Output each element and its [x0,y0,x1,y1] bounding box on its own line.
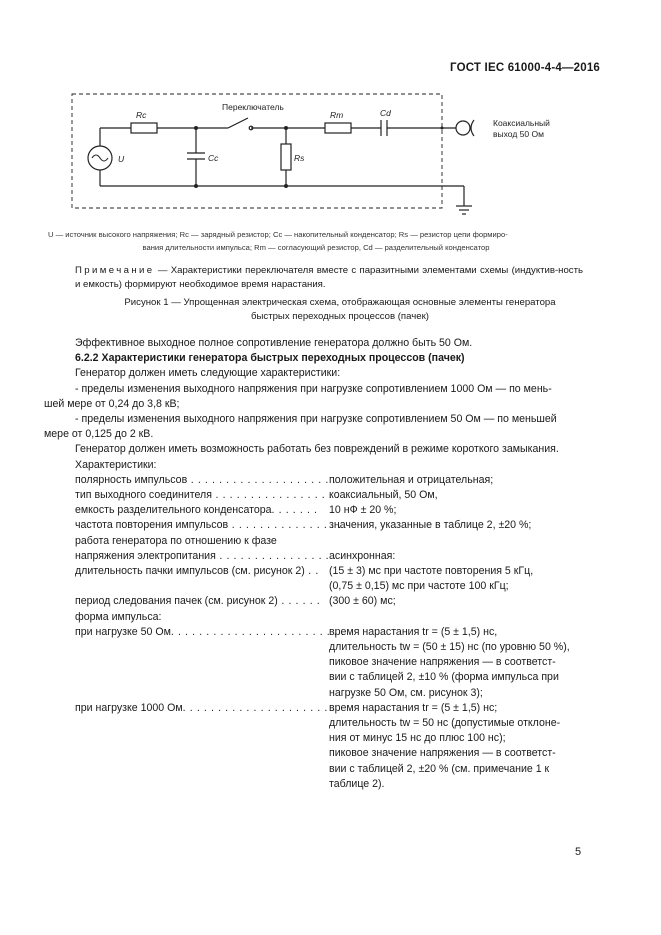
spec-label: емкость разделительного конденсатора [75,504,272,517]
page-number: 5 [575,846,582,858]
paragraph-range-1000-start: - пределы изменения выходного напряжения при нагрузке сопротивлением 1000 Ом — по мень- [75,382,552,395]
pulse-1000-leader: . . . . . . . . . . . . . . . . . . . . . . [182,701,336,714]
rc-label: Rc [136,110,147,120]
paragraph-range-50-start: - пределы изменения выходного напряжения при нагрузке сопротивлением 50 Ом — по меньшей [75,413,557,426]
spec-value [329,610,583,625]
note-prefix: Примечание [75,265,155,276]
spec-value [329,534,583,549]
rm-label: Rm [330,110,344,120]
pulse-1000-line: время нарастания tr = (5 ± 1,5) нс; [329,701,498,714]
pulse-50-line: время нарастания tr = (5 ± 1,5) нс, [329,625,498,638]
pulse-50-row [75,625,583,701]
paragraph-characteristics: Характеристики: [75,458,157,471]
pulse-50-values [329,625,583,701]
legend-line-2: вания длительности импульса; Rm — согласующий резистор, Cd — разделительный конденсатор [142,243,490,252]
circuit-diagram [60,86,550,222]
rs-label: Rs [294,153,305,163]
resistor-rm [325,123,351,133]
spec-list [75,473,583,792]
spec-leader: . . . . . . . . . . . . . . . . . . [215,549,344,562]
pulse-1000-label: при нагрузке 1000 Ом [75,701,183,714]
note-text: — Характеристики переключателя вместе с паразитными элементами схемы (индуктив-ность и емкость) формируют необходимое время нарастания. [75,265,583,290]
spec-row [75,503,583,518]
figure-caption [70,296,610,324]
pulse-1000-line: вии с таблицей 2, ±20 % (см. примечание 1 к [329,762,550,775]
legend-line-1: U — источник высокого напряжения; Rc — зарядный резистор; Cc — накопительный конденсатор; Rs — резистор цепи формиро- [48,230,508,239]
spec-label: длительность пачки импульсов (см. рисунок 2) [75,565,305,578]
pulse-50-line: пиковое значение напряжения — в соответст- [329,656,556,669]
pulse-50-line: длительность tw = (50 ± 15) нс (по уровню 50 %), [329,641,570,654]
output-label-line1: Коаксиальный [493,118,550,128]
spec-row [75,579,583,594]
pulse-1000-row [75,701,583,792]
spec-value: коаксиальный, 50 Ом, [329,489,438,502]
spec-label: тип выходного соединителя [75,489,212,502]
document-header: ГОСТ IEC 61000-4-4—2016 [450,62,601,74]
spec-value: значения, указанные в таблице 2, ±20 %; [329,519,532,532]
spec-value: асинхронная: [329,549,396,562]
source-label: U [118,154,125,164]
paragraph-range-1000-end: шей мере от 0,24 до 3,8 кВ; [44,397,180,410]
caption-line-2: быстрых переходных процессов (пачек) [251,311,429,322]
spec-value: (0,75 ± 0,15) мс при частоте 100 кГц; [329,580,509,593]
pulse-1000-line: пиковое значение напряжения — в соответст- [329,747,556,760]
spec-row [75,594,583,609]
spec-row [75,564,583,579]
paragraph-range-50-end: мере от 0,125 до 2 кВ. [44,428,154,441]
spec-leader: . . . . . . . . . . . . . . . . . . . [211,489,347,502]
cc-label: Cc [208,153,219,163]
resistor-rs [281,144,291,170]
cd-label: Cd [380,108,391,118]
paragraph-short-circuit: Генератор должен иметь возможность работать без повреждений в режиме короткого замыкания. [75,443,559,456]
spec-leader: . . . . . . . [271,504,318,517]
paragraph-impedance: Эффективное выходное полное сопротивление генератора должно быть 50 Ом. [75,337,473,349]
pulse-1000-line: таблице 2). [329,777,385,790]
figure-legend [48,228,584,254]
output-label-line2: выход 50 Ом [493,129,544,139]
switch-label: Переключатель [222,102,284,112]
spec-value: (15 ± 3) мс при частоте повторения 5 кГц, [329,565,534,578]
section-heading: 6.2.2 Характеристики генератора быстрых переходных процессов (пачек) [75,352,465,365]
figure-note [75,264,583,292]
spec-leader: . . . . . . [277,595,321,608]
pulse-1000-line: длительность tw = 50 нс (допустимые отклоне- [329,717,561,730]
pulse-50-label: при нагрузке 50 Ом [75,625,171,638]
spec-label: частота повторения импульсов [75,519,229,532]
pulse-50-line: вии с таблицей 2, ±10 % (форма импульса при [329,671,559,684]
spec-leader: . . . . . . . . . . . . . . . . [228,519,342,532]
spec-row [75,518,583,533]
spec-label: работа генератора по отношению к фазе [75,534,277,547]
spec-label: напряжения электропитания [75,549,216,562]
spec-row [75,534,583,549]
spec-leader: . . [304,565,319,578]
body-text [44,336,583,792]
caption-line-1: Рисунок 1 — Упрощенная электрическая схема, отображающая основные элементы генератора [124,297,556,308]
spec-row [75,488,583,503]
spec-label: форма импульса: [75,610,162,623]
spec-row [75,610,583,625]
spec-value: (300 ± 60) мс; [329,595,396,608]
spec-value: 10 нФ ± 20 %; [329,504,397,517]
pulse-1000-line: ния от минус 15 нс до плюс 100 нс); [329,732,506,745]
paragraph-intro: Генератор должен иметь следующие характеристики: [75,367,341,380]
pulse-1000-values [329,701,583,792]
spec-label: полярность импульсов [75,473,188,486]
spec-value: положительная и отрицательная; [329,473,494,486]
spec-leader: . . . . . . . . . . . . . . . . . . . . . [187,473,337,486]
spec-row [75,549,583,564]
pulse-50-line: нагрузке 50 Ом, см. рисунок 3); [329,686,483,699]
pulse-50-leader: . . . . . . . . . . . . . . . . . . . . . . . . . [170,625,345,638]
resistor-rc [131,123,157,133]
spec-label: период следования пачек (см. рисунок 2) [75,595,278,608]
spec-row [75,473,583,488]
